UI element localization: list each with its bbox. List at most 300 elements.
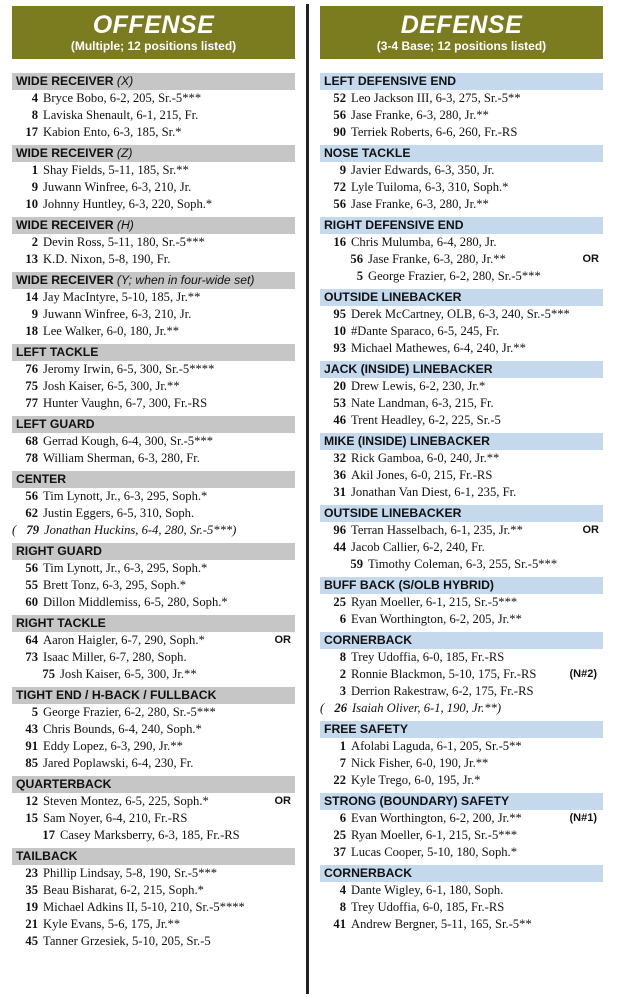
position-qualifier: (Z) [116,146,133,160]
position-group [12,73,295,141]
player-row [12,704,295,721]
position-group [320,433,603,501]
jersey-number: 56 [350,252,363,266]
player-info: Afolabi Laguda, 6-1, 205, Sr.-5** [351,739,522,753]
position-name: QUARTERBACK [16,777,112,791]
jersey-number: 60 [25,595,38,609]
player-info: Michael Adkins II, 5-10, 210, Sr.-5**** [43,900,245,914]
position-name: RIGHT GUARD [16,544,102,558]
jersey-number: 41 [333,917,346,931]
jersey-number: 78 [25,451,38,465]
position-name: CENTER [16,472,67,486]
position-header [320,577,603,594]
player-info: Trey Udoffia, 6-0, 185, Fr.-RS [351,900,505,914]
position-group [12,272,295,340]
player-info: Brett Tonz, 6-3, 295, Soph.* [43,578,187,592]
position-group [320,217,603,285]
position-group [320,289,603,357]
player-info: Rick Gamboa, 6-0, 240, Jr.** [351,451,500,465]
jersey-number: 9 [339,163,346,177]
player-info: Gerrad Kough, 6-4, 300, Sr.-5*** [43,434,213,448]
position-header [320,505,603,522]
position-name: RIGHT TACKLE [16,616,106,630]
player-info: Terran Hasselbach, 6-1, 235, Jr.** [351,523,523,537]
player-info: Jonathan Huckins, 6-4, 280, Sr.-5***) [44,523,237,537]
player-info: Trent Headley, 6-2, 225, Sr.-5 [351,413,501,427]
player-info: Trey Udoffia, 6-0, 185, Fr.-RS [351,650,505,664]
player-info: Javier Edwards, 6-3, 350, Jr. [351,163,495,177]
jersey-number: 5 [356,269,363,283]
position-group [12,471,295,539]
position-group [12,615,295,683]
player-info: Evan Worthington, 6-2, 200, Jr.** [351,811,522,825]
player-row [320,450,603,467]
position-group [320,793,603,861]
jersey-number: 37 [333,845,346,859]
player-info: Isaac Miller, 6-7, 280, Soph. [43,650,187,664]
jersey-number: 25 [333,595,346,609]
player-row [320,683,603,700]
position-header [12,848,295,865]
player-info: Ronnie Blackmon, 5-10, 175, Fr.-RS [351,667,537,681]
player-row [12,361,295,378]
player-info: Beau Bisharat, 6-2, 215, Soph.* [43,883,204,897]
player-info: Michael Mathewes, 6-4, 240, Jr.** [351,341,526,355]
position-name: NOSE TACKLE [324,146,411,160]
jersey-number: 9 [31,307,38,321]
jersey-number: 56 [25,561,38,575]
jersey-number: 75 [42,667,55,681]
player-row [320,522,603,539]
player-info: Jonathan Van Diest, 6-1, 235, Fr. [351,485,517,499]
player-row [320,649,603,666]
player-row [320,539,603,556]
offense-depth-chart [12,73,295,950]
jersey-number: 8 [339,900,346,914]
defense-column [320,6,603,937]
jersey-number: 55 [25,578,38,592]
position-group [12,416,295,467]
player-row [320,124,603,141]
player-row [320,666,603,683]
player-info: George Frazier, 6-2, 280, Sr.-5*** [368,269,541,283]
player-row [12,124,295,141]
jersey-number: 4 [339,883,346,897]
player-info: Nate Landman, 6-3, 215, Fr. [351,396,494,410]
position-group [12,848,295,950]
player-row [320,611,603,628]
defense-depth-chart [320,73,603,933]
position-qualifier: (H) [116,218,134,232]
jersey-number: 72 [333,180,346,194]
open-parenthesis: ( [12,523,17,537]
player-row [320,556,603,573]
player-info: Jase Franke, 6-3, 280, Jr.** [368,252,506,266]
position-name: STRONG (BOUNDARY) SAFETY [324,794,510,808]
position-name: CORNERBACK [324,866,413,880]
player-info: Jeromy Irwin, 6-5, 300, Sr.-5**** [43,362,215,376]
position-group [12,145,295,213]
player-info: Drew Lewis, 6-2, 230, Jr.* [351,379,486,393]
player-row [12,323,295,340]
jersey-number: 1 [339,739,346,753]
position-header [12,687,295,704]
player-row [12,378,295,395]
jersey-number: 25 [333,828,346,842]
position-name: OUTSIDE LINEBACKER [324,290,462,304]
jersey-number: 59 [350,557,363,571]
player-row [12,899,295,916]
player-info: Terriek Roberts, 6-6, 260, Fr.-RS [351,125,518,139]
player-row [320,772,603,789]
player-row [320,899,603,916]
jersey-number: 96 [333,523,346,537]
position-group [320,721,603,789]
position-header [320,433,603,450]
player-row [12,196,295,213]
position-header [12,145,295,162]
player-row [320,268,603,285]
player-info: Jared Poplawski, 6-4, 230, Fr. [43,756,194,770]
player-row [12,505,295,522]
jersey-number: 32 [333,451,346,465]
player-row [320,340,603,357]
jersey-number: 36 [333,468,346,482]
player-row [12,721,295,738]
player-info: Jase Franke, 6-3, 280, Jr.** [351,197,489,211]
position-header [12,272,295,289]
position-name: LEFT TACKLE [16,345,99,359]
player-info: Timothy Coleman, 6-3, 255, Sr.-5*** [368,557,558,571]
position-header [320,361,603,378]
player-info: Bryce Bobo, 6-2, 205, Sr.-5*** [43,91,202,105]
player-info: Josh Kaiser, 6-5, 300, Jr.** [43,379,180,393]
jersey-number: 46 [333,413,346,427]
player-info: Akil Jones, 6-0, 215, Fr.-RS [351,468,493,482]
player-row [320,916,603,933]
player-info: Kyle Trego, 6-0, 195, Jr.* [351,773,481,787]
player-row [12,522,295,539]
player-info: Juwann Winfree, 6-3, 210, Jr. [43,307,192,321]
player-info: Justin Eggers, 6-5, 310, Soph. [43,506,195,520]
jersey-number: 52 [333,91,346,105]
jersey-number: 18 [25,324,38,338]
position-qualifier: (Y; when in four-wide set) [116,273,255,287]
player-row [320,196,603,213]
jersey-number: 22 [333,773,346,787]
jersey-number: 93 [333,341,346,355]
player-info: Jay MacIntyre, 5-10, 185, Jr.** [43,290,201,304]
position-group [320,73,603,141]
jersey-number: 53 [333,396,346,410]
player-row [320,395,603,412]
position-name: LEFT DEFENSIVE END [324,74,457,88]
player-info: #Dante Sparaco, 6-5, 245, Fr. [351,324,500,338]
position-name: JACK (INSIDE) LINEBACKER [324,362,493,376]
jersey-number: 13 [25,252,38,266]
position-header [12,344,295,361]
jersey-number: 14 [25,290,38,304]
jersey-number: 8 [31,108,38,122]
depth-note: (N#1) [569,812,597,824]
column-divider [306,4,309,994]
jersey-number: 45 [25,934,38,948]
jersey-number: 75 [25,379,38,393]
player-info: Hunter Vaughn, 6-7, 300, Fr.-RS [43,396,208,410]
position-group [320,632,603,717]
player-row [12,488,295,505]
player-info: K.D. Nixon, 5-8, 190, Fr. [43,252,171,266]
jersey-number: 62 [25,506,38,520]
player-row [12,632,295,649]
player-row [320,323,603,340]
player-info: Steven Montez, 6-5, 225, Soph.* [43,794,209,808]
jersey-number: 79 [26,523,39,537]
jersey-number: 3 [339,684,346,698]
player-info: Derrion Rakestraw, 6-2, 175, Fr.-RS [351,684,534,698]
player-row [320,251,603,268]
jersey-number: 77 [25,396,38,410]
position-header [320,217,603,234]
player-row [320,594,603,611]
jersey-number: 17 [25,125,38,139]
jersey-number: 56 [25,489,38,503]
player-info: Tanner Grzesiek, 5-10, 205, Sr.-5 [43,934,211,948]
position-group [320,865,603,933]
player-info: Derek McCartney, OLB, 6-3, 240, Sr.-5*** [351,307,570,321]
open-parenthesis: ( [320,701,325,715]
depth-note: OR [582,253,599,265]
player-row [12,738,295,755]
player-row [320,738,603,755]
player-info: Juwann Winfree, 6-3, 210, Jr. [43,180,192,194]
player-row [12,433,295,450]
position-name: WIDE RECEIVER [16,146,114,160]
player-info: Kabion Ento, 6-3, 185, Sr.* [43,125,182,139]
player-row [12,793,295,810]
player-row [12,916,295,933]
jersey-number: 7 [339,756,346,770]
player-row [320,844,603,861]
depth-note: OR [274,634,291,646]
position-header [320,145,603,162]
jersey-number: 9 [31,180,38,194]
player-row [320,755,603,772]
player-row [12,577,295,594]
player-info: Eddy Lopez, 6-3, 290, Jr.** [43,739,183,753]
position-header [320,73,603,90]
jersey-number: 90 [333,125,346,139]
player-info: Kyle Evans, 5-6, 175, Jr.** [43,917,181,931]
jersey-number: 68 [25,434,38,448]
jersey-number: 35 [25,883,38,897]
player-row [12,306,295,323]
position-name: MIKE (INSIDE) LINEBACKER [324,434,490,448]
player-row [320,179,603,196]
jersey-number: 2 [31,235,38,249]
position-group [12,217,295,268]
defense-title: DEFENSE [400,11,523,39]
player-row [12,450,295,467]
jersey-number: 4 [31,91,38,105]
player-info: Josh Kaiser, 6-5, 300, Jr.** [60,667,197,681]
player-row [320,162,603,179]
player-info: Dillon Middlemiss, 6-5, 280, Soph.* [43,595,228,609]
jersey-number: 6 [339,811,346,825]
position-name: WIDE RECEIVER [16,74,114,88]
jersey-number: 56 [333,197,346,211]
player-row [320,810,603,827]
player-info: Tim Lynott, Jr., 6-3, 295, Soph.* [43,489,208,503]
position-name: TAILBACK [16,849,78,863]
player-row [12,90,295,107]
player-row [12,289,295,306]
offense-title: OFFENSE [92,11,215,39]
player-row [12,395,295,412]
position-group [12,344,295,412]
player-info: Shay Fields, 5-11, 185, Sr.** [43,163,189,177]
player-info: Aaron Haigler, 6-7, 290, Soph.* [43,633,205,647]
position-header [12,217,295,234]
offense-banner [12,6,295,59]
depth-note: OR [274,795,291,807]
jersey-number: 95 [333,307,346,321]
player-row [320,90,603,107]
jersey-number: 15 [25,811,38,825]
position-header [12,73,295,90]
player-info: Chris Mulumba, 6-4, 280, Jr. [351,235,497,249]
player-info: Lee Walker, 6-0, 180, Jr.** [43,324,180,338]
jersey-number: 21 [25,917,38,931]
player-row [12,755,295,772]
player-row [12,827,295,844]
position-name: RIGHT DEFENSIVE END [324,218,464,232]
position-header [320,721,603,738]
position-header [12,416,295,433]
jersey-number: 1 [31,163,38,177]
player-row [12,560,295,577]
jersey-number: 64 [25,633,38,647]
position-group [12,543,295,611]
position-group [12,687,295,772]
defense-subtitle: (3-4 Base; 12 positions listed) [376,39,547,53]
player-info: Chris Bounds, 6-4, 240, Soph.* [43,722,202,736]
jersey-number: 5 [31,705,38,719]
position-header [12,615,295,632]
player-info: Tim Lynott, Jr., 6-3, 295, Soph.* [43,561,208,575]
position-header [320,793,603,810]
jersey-number: 16 [333,235,346,249]
position-group [320,577,603,628]
player-info: Phillip Lindsay, 5-8, 190, Sr.-5*** [43,866,218,880]
player-row [12,649,295,666]
position-name: BUFF BACK (S/OLB HYBRID) [324,578,494,592]
player-row [12,179,295,196]
jersey-number: 31 [333,485,346,499]
player-info: Ryan Moeller, 6-1, 215, Sr.-5*** [351,595,518,609]
jersey-number: 85 [25,756,38,770]
player-info: Casey Marksberry, 6-3, 185, Fr.-RS [60,828,240,842]
jersey-number: 20 [333,379,346,393]
player-info: William Sherman, 6-3, 280, Fr. [43,451,200,465]
position-header [320,632,603,649]
player-row [320,467,603,484]
player-info: Leo Jackson III, 6-3, 275, Sr.-5** [351,91,521,105]
player-row [12,234,295,251]
player-info: Lyle Tuiloma, 6-3, 310, Soph.* [351,180,509,194]
player-row [320,484,603,501]
jersey-number: 12 [25,794,38,808]
player-row [12,251,295,268]
position-group [320,361,603,429]
player-info: Ryan Moeller, 6-1, 215, Sr.-5*** [351,828,518,842]
jersey-number: 73 [25,650,38,664]
player-info: Johnny Huntley, 6-3, 220, Soph.* [43,197,213,211]
position-header [320,289,603,306]
jersey-number: 23 [25,866,38,880]
depth-note: OR [582,524,599,536]
offense-subtitle: (Multiple; 12 positions listed) [70,39,237,53]
jersey-number: 56 [333,108,346,122]
position-header [12,543,295,560]
position-name: WIDE RECEIVER [16,273,114,287]
player-info: Isaiah Oliver, 6-1, 190, Jr.**) [352,701,502,715]
position-qualifier: (X) [116,74,134,88]
position-name: TIGHT END / H-BACK / FULLBACK [16,688,217,702]
jersey-number: 91 [25,739,38,753]
depth-note: (N#2) [569,668,597,680]
player-row [12,594,295,611]
jersey-number: 44 [333,540,346,554]
position-name: WIDE RECEIVER [16,218,114,232]
player-row [12,666,295,683]
player-row [320,412,603,429]
player-row [12,107,295,124]
position-name: CORNERBACK [324,633,413,647]
player-row [320,306,603,323]
position-header [320,865,603,882]
offense-column [12,6,295,954]
jersey-number: 8 [339,650,346,664]
jersey-number: 10 [25,197,38,211]
position-group [12,776,295,844]
player-info: Sam Noyer, 6-4, 210, Fr.-RS [43,811,188,825]
player-info: Jacob Callier, 6-2, 240, Fr. [351,540,485,554]
player-row [320,378,603,395]
player-row [320,700,603,717]
position-name: OUTSIDE LINEBACKER [324,506,462,520]
player-row [320,827,603,844]
jersey-number: 6 [339,612,346,626]
player-row [320,882,603,899]
defense-banner [320,6,603,59]
player-info: Evan Worthington, 6-2, 205, Jr.** [351,612,522,626]
position-header [12,776,295,793]
player-info: Andrew Bergner, 5-11, 165, Sr.-5** [351,917,532,931]
position-name: LEFT GUARD [16,417,95,431]
player-info: Lucas Cooper, 5-10, 180, Soph.* [351,845,517,859]
player-info: Devin Ross, 5-11, 180, Sr.-5*** [43,235,205,249]
player-row [12,162,295,179]
player-row [12,865,295,882]
player-info: George Frazier, 6-2, 280, Sr.-5*** [43,705,216,719]
player-row [12,810,295,827]
jersey-number: 2 [339,667,346,681]
position-group [320,505,603,573]
jersey-number: 17 [42,828,55,842]
player-info: Dante Wigley, 6-1, 180, Soph. [351,883,504,897]
jersey-number: 26 [334,701,347,715]
